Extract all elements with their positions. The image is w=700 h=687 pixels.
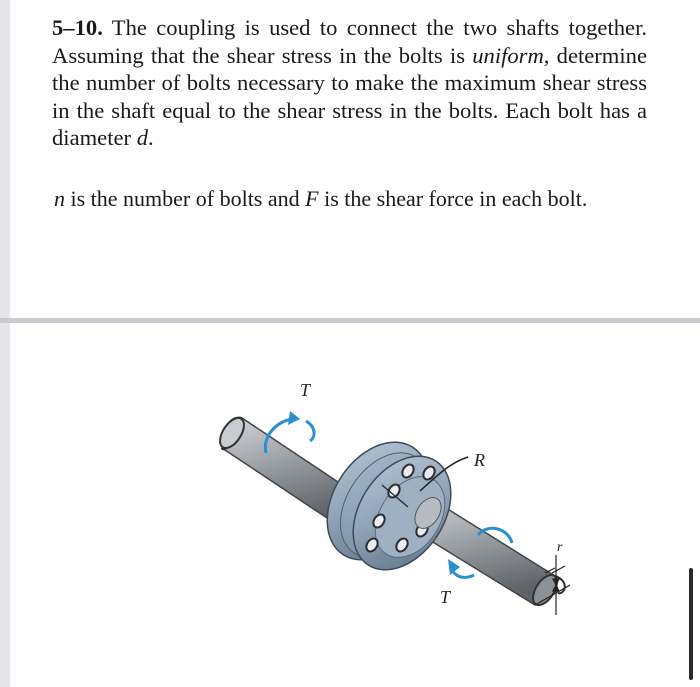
variable-note: [54, 185, 654, 213]
problem-text-2: , determine the number of bolts necessary to make the maximum shear stress in the shaft equal to the shear stress in the bolts. Each bolt has a diameter: [52, 42, 647, 150]
left-margin-bar: [0, 0, 10, 687]
problem-number: 5–10.: [52, 15, 103, 40]
problem-statement: [52, 14, 647, 152]
coupling-figure: [10, 323, 700, 687]
label-R: R: [474, 450, 485, 470]
torque-arrowhead-top: [288, 411, 300, 425]
note-var-n: n: [54, 186, 65, 211]
note-text-mid: is the number of bolts and: [65, 186, 306, 211]
problem-var-d: d: [136, 125, 148, 150]
label-T-bottom: T: [440, 587, 451, 607]
note-text-end: is the shear force in each bolt.: [318, 186, 588, 211]
scrollbar-thumb[interactable]: [689, 568, 693, 680]
problem-text-end: .: [147, 125, 154, 150]
label-T-top: T: [300, 380, 311, 400]
note-var-F: F: [305, 186, 319, 211]
label-r: r: [557, 540, 563, 555]
problem-text-1: The coupling is used to connect the two shafts together. Assuming that the shear stress in the bolts is: [52, 15, 647, 68]
problem-emphasis: uniform: [472, 42, 544, 68]
